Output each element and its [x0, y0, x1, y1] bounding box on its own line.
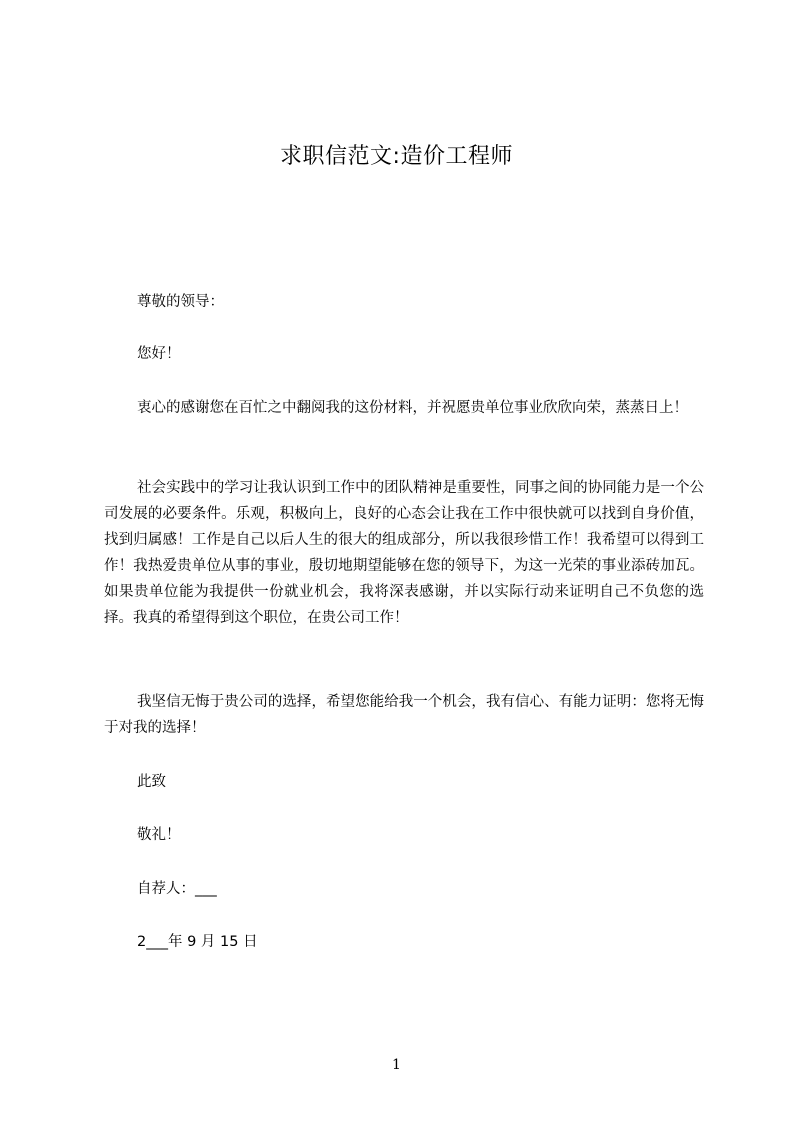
- closing-line-1: 此致: [137, 774, 166, 790]
- date-line: 2___年 9 月 15 日: [137, 934, 258, 950]
- salutation: 尊敬的领导：: [137, 294, 224, 310]
- paragraph-3: 我坚信无悔于贵公司的选择，希望您能给我一个机会，我有信心、有能力证明：您将无悔于对我的选择！: [104, 694, 704, 736]
- page-title: 求职信范文:造价工程师: [280, 144, 513, 169]
- paragraph-1: 衷心的感谢您在百忙之中翻阅我的这份材料，并祝愿贵单位事业欣欣向荣，蒸蒸日上！: [137, 400, 688, 416]
- paragraph-2: 社会实践中的学习让我认识到工作中的团队精神是重要性，同事之间的协同能力是一个公司发展的必要条件。乐观，积极向上，良好的心态会让我在工作中很快就可以找到自身价值，找到归属感！工作是自己以后人生的很大的组成部分，所以我很珍惜工作！我希望可以得到工作！我热爱贵单位从事的事业，殷切地期望能够在您的领导下，为这一光荣的事业添砖加瓦。如果贵单位能为我提供一份就业机会，我将深表感谢，并以实际行动来证明自己不负您的选择。我真的希望得到这个职位，在贵公司工作！: [104, 480, 704, 626]
- page-number: 1: [392, 1057, 401, 1073]
- greeting: 您好！: [137, 346, 181, 362]
- signature-line: 自荐人：___: [137, 881, 217, 897]
- closing-line-2: 敬礼！: [137, 827, 181, 843]
